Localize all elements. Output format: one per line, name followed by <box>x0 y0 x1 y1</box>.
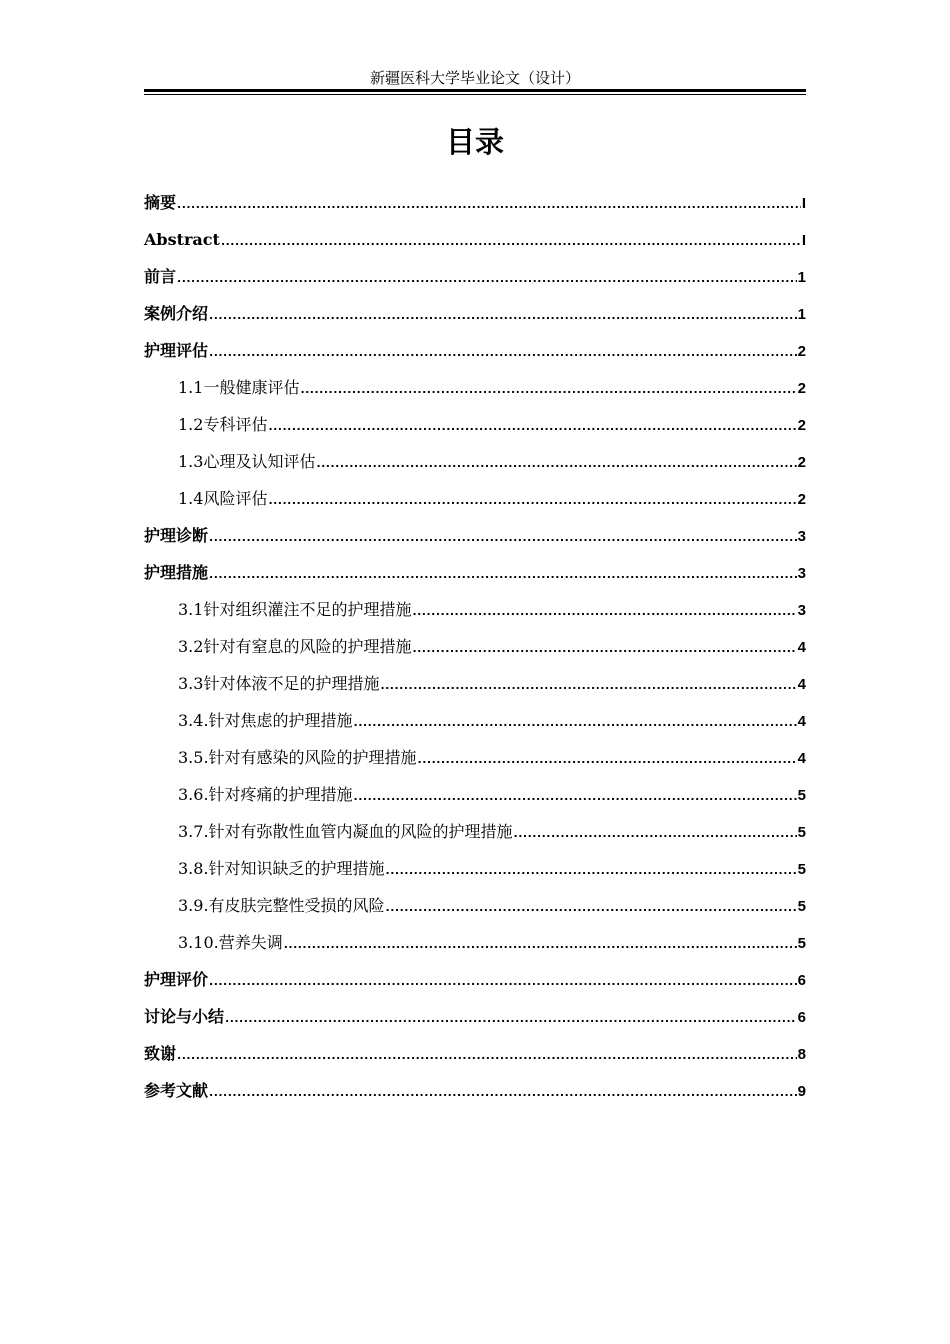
toc-leader-dots <box>221 223 801 260</box>
toc-entry-label: 1.2专科评估 <box>178 415 268 434</box>
toc-entry-label: 1.1一般健康评估 <box>178 378 300 397</box>
toc-leader-dots <box>209 556 797 593</box>
toc-entry-page: 4 <box>797 676 806 693</box>
table-of-contents <box>144 184 806 1109</box>
toc-entry-page: 2 <box>797 454 806 471</box>
toc-entry-page: 9 <box>797 1083 806 1100</box>
toc-leader-dots <box>268 482 796 519</box>
toc-leader-dots <box>386 852 797 889</box>
toc-entry-page: 8 <box>797 1046 806 1063</box>
toc-entry-page: 5 <box>797 787 806 804</box>
toc-entry-page: 2 <box>797 380 806 397</box>
toc-leader-dots <box>380 667 796 704</box>
toc-entry-page: 3 <box>797 565 806 582</box>
toc-subentry[interactable] <box>144 739 806 776</box>
toc-leader-dots <box>268 408 796 445</box>
toc-leader-dots <box>209 519 797 556</box>
toc-leader-dots <box>316 445 796 482</box>
toc-entry-page: 1 <box>797 306 806 323</box>
toc-subentry[interactable] <box>144 591 806 628</box>
toc-entry-label: 护理评价 <box>144 970 209 989</box>
toc-entry-label: 前言 <box>144 267 177 286</box>
toc-subentry[interactable] <box>144 776 806 813</box>
toc-entry-label: 3.2针对有窒息的风险的护理措施 <box>178 637 412 656</box>
toc-entry[interactable] <box>144 332 806 369</box>
toc-entry[interactable] <box>144 221 806 258</box>
toc-leader-dots <box>386 889 797 926</box>
toc-entry-page: 5 <box>797 935 806 952</box>
toc-leader-dots <box>177 186 801 223</box>
toc-entry-label: 3.3针对体液不足的护理措施 <box>178 674 380 693</box>
toc-subentry[interactable] <box>144 702 806 739</box>
page-title: 目录 <box>445 125 504 159</box>
toc-subentry[interactable] <box>144 887 806 924</box>
toc-entry-label: 3.9.有皮肤完整性受损的风险 <box>178 896 385 915</box>
toc-entry-label: 1.3心理及认知评估 <box>178 452 316 471</box>
toc-entry-label: 护理评估 <box>144 341 209 360</box>
toc-entry[interactable] <box>144 1035 806 1072</box>
toc-subentry[interactable] <box>144 369 806 406</box>
toc-entry-page: 4 <box>797 639 806 656</box>
toc-entry-page: I <box>801 232 806 249</box>
toc-entry-label: 护理措施 <box>144 563 209 582</box>
toc-entry-label: Abstract <box>144 230 220 249</box>
header-rule-thin <box>144 94 806 95</box>
toc-entry[interactable] <box>144 258 806 295</box>
toc-leader-dots <box>209 297 797 334</box>
toc-entry-page: 6 <box>797 972 806 989</box>
toc-entry-label: 参考文献 <box>144 1081 209 1100</box>
toc-subentry[interactable] <box>144 850 806 887</box>
toc-entry-page: 5 <box>797 898 806 915</box>
header-rule-thick <box>144 89 806 92</box>
toc-entry-label: 3.4.针对焦虑的护理措施 <box>178 711 353 730</box>
toc-leader-dots <box>225 1000 797 1037</box>
toc-subentry[interactable] <box>144 665 806 702</box>
toc-entry-label: 3.7.针对有弥散性血管内凝血的风险的护理措施 <box>178 822 513 841</box>
toc-leader-dots <box>177 260 797 297</box>
toc-entry[interactable] <box>144 517 806 554</box>
toc-entry[interactable] <box>144 961 806 998</box>
page-header: 新疆医科大学毕业论文（设计） <box>369 69 580 87</box>
toc-leader-dots <box>209 963 797 1000</box>
toc-subentry[interactable] <box>144 406 806 443</box>
toc-subentry[interactable] <box>144 480 806 517</box>
toc-leader-dots <box>209 334 797 371</box>
toc-entry-page: 3 <box>797 528 806 545</box>
toc-entry-label: 1.4风险评估 <box>178 489 268 508</box>
toc-leader-dots <box>284 926 797 963</box>
toc-entry[interactable] <box>144 554 806 591</box>
toc-subentry[interactable] <box>144 443 806 480</box>
toc-entry[interactable] <box>144 1072 806 1109</box>
toc-entry-page: 3 <box>797 602 806 619</box>
toc-entry-label: 致谢 <box>144 1044 177 1063</box>
toc-entry-page: 5 <box>797 861 806 878</box>
toc-leader-dots <box>177 1037 797 1074</box>
toc-entry-label: 摘要 <box>144 193 177 212</box>
toc-entry[interactable] <box>144 295 806 332</box>
toc-entry-label: 3.6.针对疼痛的护理措施 <box>178 785 353 804</box>
toc-leader-dots <box>412 593 796 630</box>
toc-entry-label: 3.1针对组织灌注不足的护理措施 <box>178 600 412 619</box>
toc-subentry[interactable] <box>144 924 806 961</box>
toc-leader-dots <box>209 1074 797 1111</box>
toc-entry-page: 2 <box>797 491 806 508</box>
toc-subentry[interactable] <box>144 813 806 850</box>
toc-subentry[interactable] <box>144 628 806 665</box>
toc-entry[interactable] <box>144 998 806 1035</box>
toc-leader-dots <box>412 630 796 667</box>
toc-entry-page: 5 <box>797 824 806 841</box>
toc-leader-dots <box>354 704 797 741</box>
toc-entry-label: 3.8.针对知识缺乏的护理措施 <box>178 859 385 878</box>
toc-leader-dots <box>418 741 797 778</box>
toc-entry-page: 2 <box>797 417 806 434</box>
toc-entry-label: 案例介绍 <box>144 304 209 323</box>
toc-leader-dots <box>514 815 797 852</box>
toc-entry[interactable] <box>144 184 806 221</box>
toc-entry-page: 2 <box>797 343 806 360</box>
toc-leader-dots <box>300 371 796 408</box>
toc-entry-label: 3.10.营养失调 <box>178 933 283 952</box>
toc-entry-label: 护理诊断 <box>144 526 209 545</box>
toc-entry-page: 1 <box>797 269 806 286</box>
toc-entry-label: 讨论与小结 <box>144 1007 225 1026</box>
toc-leader-dots <box>354 778 797 815</box>
toc-entry-label: 3.5.针对有感染的风险的护理措施 <box>178 748 417 767</box>
toc-entry-page: I <box>801 195 806 212</box>
toc-entry-page: 4 <box>797 713 806 730</box>
toc-entry-page: 6 <box>797 1009 806 1026</box>
toc-entry-page: 4 <box>797 750 806 767</box>
